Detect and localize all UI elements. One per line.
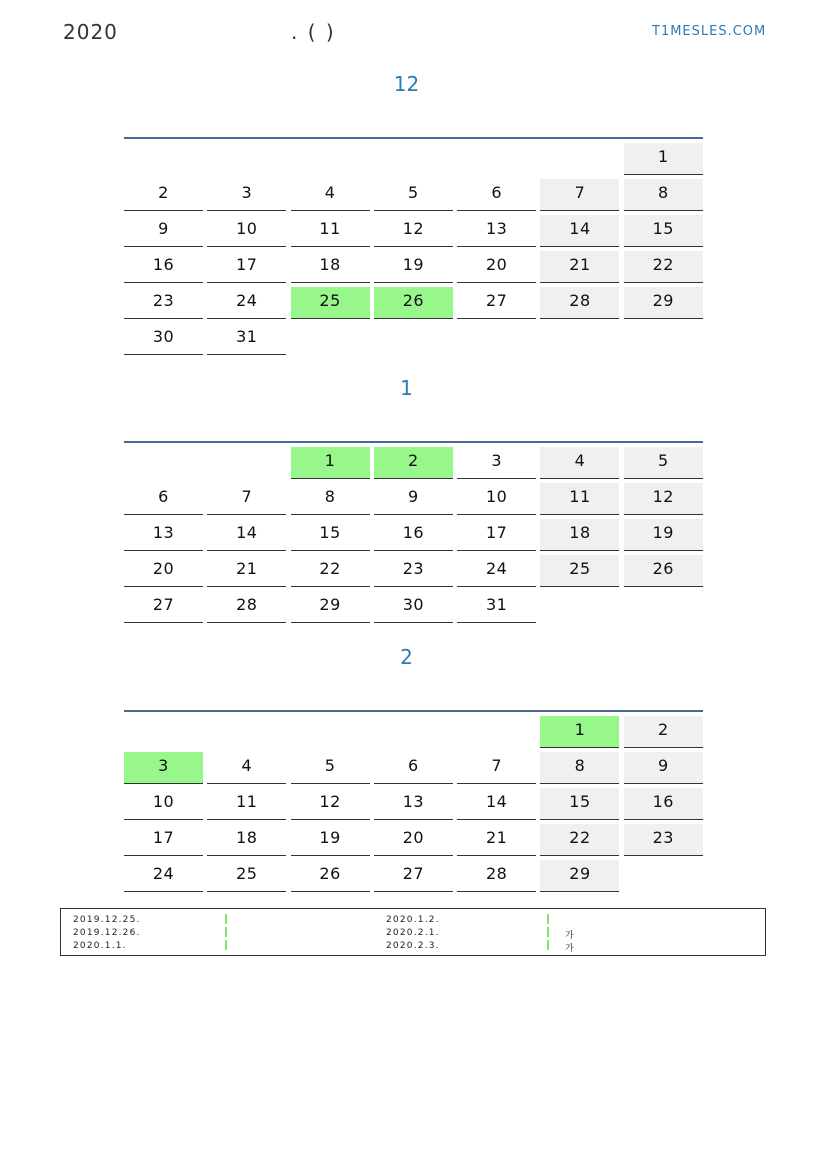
holiday-legend xyxy=(60,908,766,956)
calendar-blank-cell xyxy=(374,712,453,748)
calendar-day xyxy=(207,283,286,319)
day-number: 12 xyxy=(319,792,341,811)
day-number: 28 xyxy=(486,864,508,883)
day-number: 15 xyxy=(652,219,674,238)
calendar-day xyxy=(457,515,536,551)
calendar-day xyxy=(124,247,203,283)
calendar-day xyxy=(124,820,203,856)
calendar-day xyxy=(207,587,286,623)
day-number: 30 xyxy=(152,327,175,346)
day-number: 10 xyxy=(152,792,175,811)
day-number: 25 xyxy=(319,291,341,310)
calendar-day xyxy=(124,283,203,319)
legend-note: 가 xyxy=(565,944,575,954)
day-number: 5 xyxy=(657,451,669,470)
day-number: 20 xyxy=(152,559,175,578)
day-number: 19 xyxy=(402,255,425,274)
day-number: 21 xyxy=(569,255,591,274)
calendar-day xyxy=(624,443,703,479)
day-number: 1 xyxy=(324,451,336,470)
calendar-day xyxy=(374,587,453,623)
day-number: 20 xyxy=(402,828,425,847)
calendar-day xyxy=(457,784,536,820)
calendar-blank-cell xyxy=(374,139,453,175)
calendar-blank-cell xyxy=(457,139,536,175)
day-number: 13 xyxy=(402,792,425,811)
calendar-day xyxy=(207,515,286,551)
calendar-day xyxy=(624,139,703,175)
day-number: 9 xyxy=(408,487,419,506)
day-number: 7 xyxy=(574,183,586,202)
day-number: 26 xyxy=(402,291,425,310)
calendar-day xyxy=(374,820,453,856)
legend-date: 2019.12.26. xyxy=(73,928,141,938)
calendar-day xyxy=(124,211,203,247)
calendar-day xyxy=(624,247,703,283)
day-number: 22 xyxy=(319,559,341,578)
calendar-day xyxy=(457,443,536,479)
calendar-day xyxy=(540,820,619,856)
day-number: 31 xyxy=(486,595,508,614)
day-number: 22 xyxy=(652,255,674,274)
calendar-day xyxy=(374,443,453,479)
day-number: 7 xyxy=(241,487,253,506)
month-title-february: 2 xyxy=(400,645,413,669)
calendar-day xyxy=(624,820,703,856)
calendar-day xyxy=(374,211,453,247)
calendar-day xyxy=(124,175,203,211)
calendar-day xyxy=(624,712,703,748)
calendar-day xyxy=(374,515,453,551)
calendar-blank-cell xyxy=(124,443,203,479)
calendar-day xyxy=(124,784,203,820)
calendar-day xyxy=(291,283,370,319)
day-number: 5 xyxy=(408,183,419,202)
holiday-marker xyxy=(547,927,549,937)
holiday-marker xyxy=(225,914,227,924)
day-number: 18 xyxy=(236,828,258,847)
calendar-day xyxy=(624,479,703,515)
day-number: 10 xyxy=(486,487,508,506)
day-number: 7 xyxy=(491,756,503,775)
calendar-day xyxy=(457,211,536,247)
calendar-day xyxy=(624,784,703,820)
calendar-day xyxy=(374,283,453,319)
calendar-day xyxy=(457,587,536,623)
day-number: 11 xyxy=(319,219,341,238)
calendar-day xyxy=(624,515,703,551)
legend-date: 2020.1.2. xyxy=(386,915,440,925)
calendar-blank-cell xyxy=(207,139,286,175)
day-number: 29 xyxy=(319,595,341,614)
calendar-day xyxy=(291,479,370,515)
calendar-day xyxy=(291,748,370,784)
holiday-marker xyxy=(547,914,549,924)
calendar-day xyxy=(540,247,619,283)
day-number: 15 xyxy=(569,792,591,811)
calendar-day xyxy=(540,515,619,551)
calendar-day xyxy=(540,551,619,587)
day-number: 24 xyxy=(152,864,175,883)
day-number: 13 xyxy=(486,219,508,238)
day-number: 18 xyxy=(569,523,591,542)
calendar-blank-cell xyxy=(540,139,619,175)
calendar-day xyxy=(624,551,703,587)
calendar-day xyxy=(540,712,619,748)
day-number: 13 xyxy=(152,523,175,542)
day-number: 12 xyxy=(402,219,425,238)
calendar-day xyxy=(374,479,453,515)
calendar-day xyxy=(457,551,536,587)
day-number: 18 xyxy=(319,255,341,274)
calendar-blank-cell xyxy=(124,712,203,748)
day-number: 5 xyxy=(324,756,336,775)
calendar-day xyxy=(207,175,286,211)
calendar-day xyxy=(457,479,536,515)
calendar-day xyxy=(291,211,370,247)
calendar-february xyxy=(124,712,703,892)
calendar-blank-cell xyxy=(207,443,286,479)
day-number: 11 xyxy=(569,487,591,506)
day-number: 26 xyxy=(319,864,341,883)
calendar-day xyxy=(540,211,619,247)
legend-note: 가 xyxy=(565,931,575,941)
day-number: 4 xyxy=(324,183,336,202)
calendar-day xyxy=(624,748,703,784)
calendar-january xyxy=(124,443,703,623)
day-number: 3 xyxy=(241,183,253,202)
calendar-day xyxy=(291,443,370,479)
calendar-blank-cell xyxy=(291,139,370,175)
day-number: 19 xyxy=(652,523,674,542)
calendar-day xyxy=(291,551,370,587)
day-number: 27 xyxy=(152,595,175,614)
day-number: 16 xyxy=(652,792,674,811)
day-number: 28 xyxy=(569,291,591,310)
day-number: 27 xyxy=(402,864,425,883)
calendar-day xyxy=(457,247,536,283)
day-number: 14 xyxy=(486,792,508,811)
day-number: 26 xyxy=(652,559,674,578)
page-subtitle: . ( ) xyxy=(291,20,336,44)
calendar-day xyxy=(540,856,619,892)
day-number: 12 xyxy=(652,487,674,506)
holiday-marker xyxy=(225,927,227,937)
calendar-day xyxy=(540,443,619,479)
day-number: 17 xyxy=(152,828,175,847)
calendar-day xyxy=(374,856,453,892)
day-number: 23 xyxy=(402,559,425,578)
day-number: 21 xyxy=(236,559,258,578)
day-number: 1 xyxy=(657,147,669,166)
calendar-day xyxy=(457,748,536,784)
calendar-day xyxy=(124,748,203,784)
day-number: 20 xyxy=(486,255,508,274)
day-number: 21 xyxy=(486,828,508,847)
day-number: 4 xyxy=(574,451,586,470)
day-number: 17 xyxy=(236,255,258,274)
calendar-day xyxy=(124,479,203,515)
day-number: 8 xyxy=(574,756,586,775)
day-number: 28 xyxy=(236,595,258,614)
calendar-blank-cell xyxy=(291,712,370,748)
calendar-day xyxy=(540,175,619,211)
calendar-day xyxy=(457,820,536,856)
legend-date: 2020.1.1. xyxy=(73,941,127,951)
holiday-marker xyxy=(225,940,227,950)
calendar-day xyxy=(207,551,286,587)
calendar-day xyxy=(124,856,203,892)
day-number: 4 xyxy=(241,756,253,775)
day-number: 16 xyxy=(402,523,425,542)
calendar-day xyxy=(374,551,453,587)
calendar-day xyxy=(207,319,286,355)
legend-date: 2019.12.25. xyxy=(73,915,141,925)
day-number: 27 xyxy=(486,291,508,310)
calendar-day xyxy=(207,820,286,856)
legend-date: 2020.2.1. xyxy=(386,928,440,938)
calendar-day xyxy=(374,247,453,283)
calendar-day xyxy=(624,175,703,211)
day-number: 10 xyxy=(236,219,258,238)
day-number: 3 xyxy=(491,451,503,470)
calendar-day xyxy=(207,211,286,247)
calendar-day xyxy=(624,283,703,319)
calendar-day xyxy=(124,587,203,623)
calendar-blank-cell xyxy=(124,139,203,175)
calendar-day xyxy=(374,175,453,211)
calendar-day xyxy=(207,479,286,515)
calendar-day xyxy=(540,748,619,784)
month-title-january: 1 xyxy=(400,376,413,400)
day-number: 6 xyxy=(158,487,169,506)
page-year: 2020 xyxy=(63,20,118,44)
day-number: 31 xyxy=(236,327,258,346)
calendar-day xyxy=(457,175,536,211)
day-number: 29 xyxy=(652,291,674,310)
day-number: 25 xyxy=(569,559,591,578)
day-number: 22 xyxy=(569,828,591,847)
day-number: 1 xyxy=(574,720,586,739)
legend-date: 2020.2.3. xyxy=(386,941,440,951)
calendar-day xyxy=(374,748,453,784)
calendar-day xyxy=(457,856,536,892)
day-number: 24 xyxy=(486,559,508,578)
day-number: 8 xyxy=(657,183,669,202)
day-number: 2 xyxy=(158,183,169,202)
holiday-marker xyxy=(547,940,549,950)
day-number: 19 xyxy=(319,828,341,847)
day-number: 14 xyxy=(236,523,258,542)
calendar-blank-cell xyxy=(207,712,286,748)
calendar-day xyxy=(291,175,370,211)
calendar-day xyxy=(374,784,453,820)
day-number: 30 xyxy=(402,595,425,614)
day-number: 17 xyxy=(486,523,508,542)
day-number: 15 xyxy=(319,523,341,542)
calendar-day xyxy=(207,856,286,892)
day-number: 3 xyxy=(158,756,169,775)
calendar-day xyxy=(124,319,203,355)
calendar-day xyxy=(291,247,370,283)
calendar-day xyxy=(291,784,370,820)
day-number: 6 xyxy=(491,183,503,202)
calendar-day xyxy=(457,283,536,319)
day-number: 23 xyxy=(152,291,175,310)
day-number: 24 xyxy=(236,291,258,310)
day-number: 2 xyxy=(657,720,669,739)
calendar-day xyxy=(207,247,286,283)
calendar-day xyxy=(291,820,370,856)
day-number: 29 xyxy=(569,864,591,883)
calendar-december xyxy=(124,139,703,355)
day-number: 25 xyxy=(236,864,258,883)
calendar-day xyxy=(124,515,203,551)
day-number: 2 xyxy=(408,451,419,470)
calendar-day xyxy=(540,283,619,319)
calendar-day xyxy=(207,748,286,784)
day-number: 6 xyxy=(408,756,419,775)
day-number: 9 xyxy=(158,219,169,238)
site-link[interactable]: T1MESLES.COM xyxy=(652,24,767,39)
calendar-day xyxy=(291,587,370,623)
day-number: 9 xyxy=(657,756,669,775)
calendar-day xyxy=(624,211,703,247)
day-number: 23 xyxy=(652,828,674,847)
day-number: 11 xyxy=(236,792,258,811)
calendar-day xyxy=(207,784,286,820)
day-number: 8 xyxy=(324,487,336,506)
calendar-blank-cell xyxy=(457,712,536,748)
calendar-day xyxy=(124,551,203,587)
day-number: 14 xyxy=(569,219,591,238)
calendar-day xyxy=(291,515,370,551)
month-title-december: 12 xyxy=(393,72,420,96)
calendar-day xyxy=(540,479,619,515)
day-number: 16 xyxy=(152,255,175,274)
calendar-day xyxy=(540,784,619,820)
calendar-day xyxy=(291,856,370,892)
